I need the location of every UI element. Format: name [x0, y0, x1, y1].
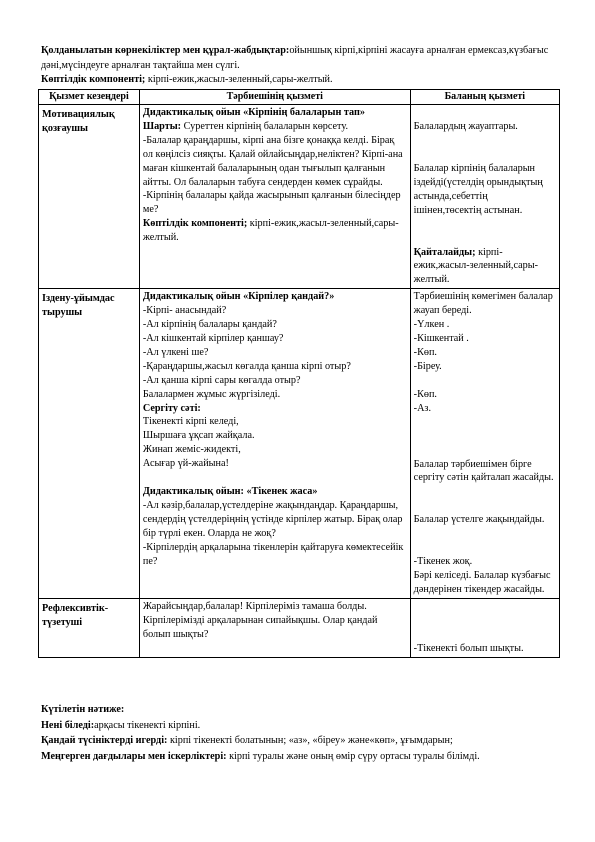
- lesson-table: [38, 89, 560, 658]
- line-text: -Қараңдаршы,жасыл көгалда қанша кірпі отыр?: [142, 360, 351, 372]
- teacher-text-line: [143, 217, 407, 245]
- expected-result-label: Күтілетін нәтиже:: [41, 704, 125, 715]
- teacher-text-line: [143, 415, 407, 429]
- teacher-activity-cell: [139, 598, 410, 657]
- knows-text: арқасы тікенекті кірпіні.: [94, 719, 201, 731]
- child-activity-cell: [410, 289, 559, 599]
- child-text-line: [414, 246, 556, 288]
- teacher-text-line: [143, 541, 407, 569]
- line-text: Дидактикалық ойын «Кірпілер қандай?»: [142, 291, 335, 303]
- line-text: -Кірпі- анасындай?: [142, 305, 227, 317]
- teacher-text-line: [143, 106, 407, 120]
- line-text: кірпі-ежик,жасыл-зеленный,сары-желтый.: [413, 246, 538, 286]
- table-row: [39, 598, 560, 657]
- child-text-line: [414, 290, 556, 318]
- line-text: Сергіту сәті:: [142, 402, 201, 414]
- line-text: кірпі-ежик,жасыл-зеленный,сары-желтый.: [142, 218, 399, 244]
- line-text: -Көп.: [413, 346, 437, 358]
- line-text: Дидактикалық ойын «Кірпінің балаларын тап»: [142, 107, 365, 118]
- line-text: -Ал қанша кірпі сары көгалда отыр?: [142, 374, 301, 386]
- teacher-text-line: [143, 457, 407, 471]
- line-text: -Кірпінің балалары қайда жасырынып қалғанын білесіңдер ме?: [142, 190, 401, 216]
- spacer: [414, 541, 556, 555]
- child-text-line: [414, 120, 556, 134]
- line-text: -Ал кәзір,балалар,үстелдеріне жақындаңдар. Қараңдаршы, сендердің үстелдеріңнің үстінде кірпілер жатыр. Бірақ олар бір түрлі екен. Оларда не жоқ?: [142, 499, 403, 539]
- knows-label: Нені біледі:: [41, 719, 95, 731]
- line-text: Шыршаға ұқсап жайқала.: [142, 430, 255, 442]
- teacher-text-line: [143, 318, 407, 332]
- teacher-text-line: [143, 600, 407, 642]
- spacer: [414, 628, 556, 642]
- child-text-line: [414, 332, 556, 346]
- inline-label: Көптілдік компоненті;: [142, 218, 248, 230]
- teacher-text-line: [143, 332, 407, 346]
- line-text: -Ал үлкені ше?: [142, 346, 209, 358]
- child-text-line: [414, 513, 556, 527]
- header-child: Баланың қызметі: [410, 90, 559, 105]
- line-text: -Тікенекті болып шықты.: [413, 642, 524, 654]
- table-row: [39, 289, 560, 599]
- child-text-line: [414, 346, 556, 360]
- line-text: Дидактикалық ойын: «Тікенек жаса»: [142, 486, 318, 498]
- concepts-text: кірпі тікенекті болатынын; «аз», «біреу» және«көп», ұғымдарын;: [167, 735, 453, 746]
- spacer: [414, 614, 556, 628]
- stage-label: Іздену-ұйымдас тырушы: [42, 293, 115, 319]
- line-text: -Біреу.: [413, 360, 442, 372]
- spacer: [414, 499, 556, 513]
- teacher-text-line: [143, 429, 407, 443]
- line-text: -Ал кішкентай кірпілер қаншау?: [142, 332, 284, 344]
- line-text: Балалар тәрбиешімен бірге сергіту сәтін қайталап жасайды.: [413, 458, 554, 484]
- teacher-text-line: [143, 290, 407, 304]
- stage-cell: [39, 289, 140, 599]
- spacer: [414, 444, 556, 458]
- line-text: Суреттен кірпінің балаларын көрсету.: [181, 120, 348, 132]
- teacher-text-line: [143, 499, 407, 541]
- teacher-activity-cell: [139, 289, 410, 599]
- spacer: [414, 485, 556, 499]
- trilingual-label: Көптілдік компоненті;: [41, 74, 146, 85]
- teacher-text-line: [143, 374, 407, 388]
- visual-aids-label: Қолданылатын көрнекіліктер мен құрал-жабдықтар:: [41, 45, 290, 56]
- line-text: -Аз.: [413, 402, 431, 414]
- spacer: [143, 471, 407, 485]
- line-text: -Ал кірпінің балалары қандай?: [142, 319, 277, 331]
- line-text: Тікенекті кірпі келеді,: [142, 416, 239, 428]
- inline-label: Шарты:: [142, 120, 182, 132]
- spacer: [414, 430, 556, 444]
- child-text-line: [414, 388, 556, 402]
- teacher-text-line: [143, 120, 407, 134]
- spacer: [414, 218, 556, 232]
- line-text: -Үлкен .: [413, 319, 450, 331]
- line-text: -Кірпілердің арқаларына тікенлерін қайтаруға көмектесейік пе?: [142, 541, 404, 567]
- footer-block: [41, 702, 561, 764]
- header-teacher: Тәрбиешінің қызметі: [139, 90, 410, 105]
- teacher-text-line: [143, 134, 407, 190]
- inline-label: Қайталайды;: [413, 246, 476, 258]
- spacer: [414, 527, 556, 541]
- skills-text: кірпі туралы және оның өмір сүру ортасы туралы білімді.: [226, 750, 480, 762]
- stage-label: Рефлексивтік-түзетуші: [42, 602, 109, 628]
- child-text-line: [414, 402, 556, 416]
- line-text: Жинап жеміс-жидекті,: [142, 444, 241, 456]
- line-text: Балалардың жауаптары.: [413, 121, 518, 132]
- skills-label: Меңгерген дағдылары мен іскерліктері:: [41, 750, 227, 762]
- teacher-text-line: [143, 402, 407, 416]
- stage-cell: [39, 598, 140, 657]
- spacer: [414, 106, 556, 120]
- line-text: Бәрі келіседі. Балалар күзбағыс дәндерінен тікендер жасайды.: [413, 570, 551, 596]
- line-text: Тәрбиешінің көмегімен балалар жауап береді.: [413, 291, 553, 317]
- line-text: -Тікенек жоқ.: [413, 556, 473, 568]
- trilingual-line: [41, 73, 561, 88]
- spacer: [414, 148, 556, 162]
- child-text-line: [414, 642, 556, 656]
- child-text-line: [414, 569, 556, 597]
- teacher-text-line: [143, 485, 407, 499]
- spacer: [414, 232, 556, 246]
- table-row: [39, 105, 560, 289]
- spacer: [414, 374, 556, 388]
- teacher-text-line: [143, 304, 407, 318]
- concepts-label: Қандай түсініктерді игерді:: [41, 735, 168, 746]
- line-text: -Көп.: [413, 388, 437, 400]
- line-text: Балалар үстелге жақындайды.: [413, 514, 545, 526]
- child-text-line: [414, 318, 556, 332]
- visual-aids-text: ойыншық кірпі,кірпіні жасауға арналған ермексаз,күзбағыс дәні,мүсіндеуге арналған тақтайша мен сүлгі.: [41, 45, 549, 71]
- line-text: Балалар кірпінің балаларын іздейді(үстелдің орындықтың астында,себеттің ішінен,төсектің астынан.: [413, 162, 543, 216]
- spacer: [414, 416, 556, 430]
- stage-cell: [39, 105, 140, 289]
- teacher-text-line: [143, 443, 407, 457]
- line-text: Балалармен жұмыс жүргізіледі.: [142, 388, 281, 400]
- teacher-text-line: [143, 189, 407, 217]
- trilingual-text: кірпі-ежик,жасыл-зеленный,сары-желтый.: [145, 74, 333, 85]
- teacher-text-line: [143, 388, 407, 402]
- table-header-row: [39, 90, 560, 105]
- teacher-text-line: [143, 360, 407, 374]
- intro-block: [41, 44, 561, 88]
- visual-aids-line: [41, 44, 561, 73]
- spacer: [414, 134, 556, 148]
- line-text: -Балалар қараңдаршы, кірпі ана бізге қонаққа келді. Бірақ ол көңілсіз сияқты. Қалай ойлайсыңдар,неліктен? Кірпі-ана маған кішкентай балаларының одан тығылып қалғанын айтты. Ол балаларын табуға сендерден көмек сұрайды.: [142, 134, 403, 188]
- child-activity-cell: [410, 598, 559, 657]
- child-text-line: [414, 458, 556, 486]
- line-text: Жарайсыңдар,балалар! Кірпілеріміз тамаша болды. Кірпілерімізді арқаларынан сипайықшы. Олар қандай болып шықты?: [142, 600, 378, 640]
- teacher-activity-cell: [139, 105, 410, 289]
- child-activity-cell: [410, 105, 559, 289]
- spacer: [414, 600, 556, 614]
- child-text-line: [414, 555, 556, 569]
- line-text: Асығар үй-жайына!: [142, 458, 229, 470]
- child-text-line: [414, 162, 556, 218]
- teacher-text-line: [143, 346, 407, 360]
- header-stage: Қызмет кезеңдері: [39, 90, 140, 105]
- line-text: -Кішкентай .: [413, 332, 469, 344]
- stage-label: Мотивациялық қозғаушы: [42, 109, 115, 134]
- child-text-line: [414, 360, 556, 374]
